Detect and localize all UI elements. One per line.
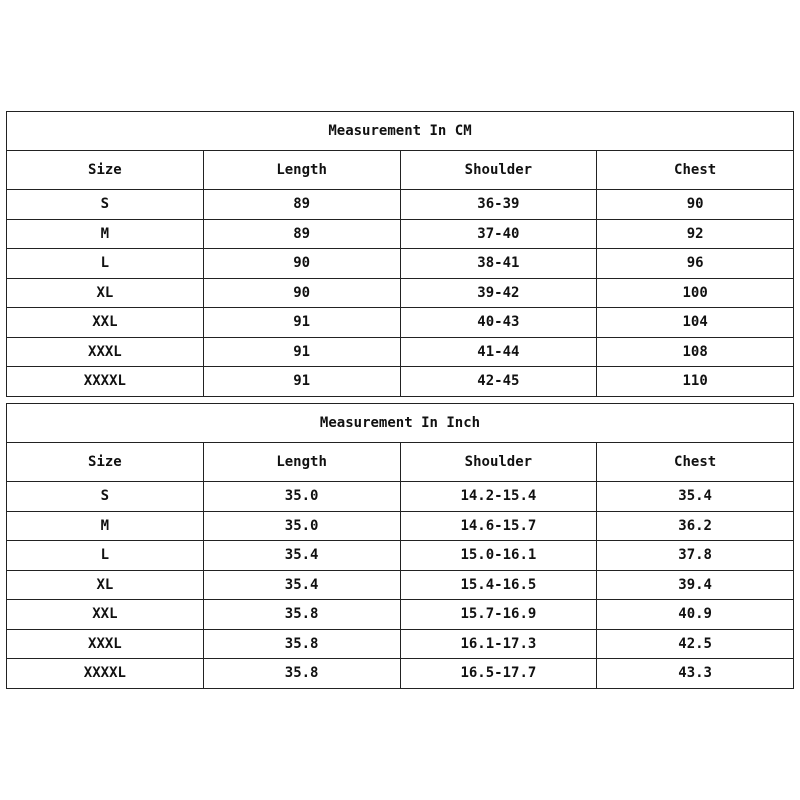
cell-shoulder: 16.5-17.7 bbox=[400, 659, 597, 689]
cell-chest: 43.3 bbox=[597, 659, 794, 689]
table-row bbox=[7, 482, 794, 512]
header-size: Size bbox=[7, 443, 204, 482]
cell-length: 35.4 bbox=[203, 541, 400, 571]
cell-shoulder: 16.1-17.3 bbox=[400, 629, 597, 659]
table-row bbox=[7, 570, 794, 600]
cell-length: 90 bbox=[203, 278, 400, 308]
cell-chest: 40.9 bbox=[597, 600, 794, 630]
table-title-row bbox=[7, 112, 794, 151]
cell-chest: 110 bbox=[597, 367, 794, 397]
cell-size: L bbox=[7, 541, 204, 571]
cell-chest: 100 bbox=[597, 278, 794, 308]
cell-size: XXXXL bbox=[7, 367, 204, 397]
cell-length: 91 bbox=[203, 308, 400, 338]
cell-shoulder: 41-44 bbox=[400, 337, 597, 367]
header-chest: Chest bbox=[597, 151, 794, 190]
cell-shoulder: 14.6-15.7 bbox=[400, 511, 597, 541]
table-row bbox=[7, 629, 794, 659]
cell-chest: 96 bbox=[597, 249, 794, 279]
cell-size: XXL bbox=[7, 600, 204, 630]
cell-size: L bbox=[7, 249, 204, 279]
cell-size: XXXL bbox=[7, 629, 204, 659]
cell-size: XL bbox=[7, 278, 204, 308]
cell-size: M bbox=[7, 219, 204, 249]
cell-chest: 42.5 bbox=[597, 629, 794, 659]
cell-shoulder: 40-43 bbox=[400, 308, 597, 338]
table-row bbox=[7, 337, 794, 367]
header-shoulder: Shoulder bbox=[400, 443, 597, 482]
cell-shoulder: 39-42 bbox=[400, 278, 597, 308]
header-shoulder: Shoulder bbox=[400, 151, 597, 190]
cell-chest: 36.2 bbox=[597, 511, 794, 541]
cell-length: 91 bbox=[203, 367, 400, 397]
cell-size: XL bbox=[7, 570, 204, 600]
cell-length: 89 bbox=[203, 190, 400, 220]
cell-length: 35.0 bbox=[203, 511, 400, 541]
table-row bbox=[7, 190, 794, 220]
cell-shoulder: 15.4-16.5 bbox=[400, 570, 597, 600]
cell-length: 35.8 bbox=[203, 659, 400, 689]
cell-shoulder: 36-39 bbox=[400, 190, 597, 220]
cell-shoulder: 15.7-16.9 bbox=[400, 600, 597, 630]
header-length: Length bbox=[203, 443, 400, 482]
header-chest: Chest bbox=[597, 443, 794, 482]
table-row bbox=[7, 541, 794, 571]
cell-shoulder: 15.0-16.1 bbox=[400, 541, 597, 571]
cell-length: 35.4 bbox=[203, 570, 400, 600]
cell-length: 90 bbox=[203, 249, 400, 279]
cell-chest: 37.8 bbox=[597, 541, 794, 571]
header-length: Length bbox=[203, 151, 400, 190]
cell-shoulder: 14.2-15.4 bbox=[400, 482, 597, 512]
header-size: Size bbox=[7, 151, 204, 190]
cell-shoulder: 37-40 bbox=[400, 219, 597, 249]
table-row bbox=[7, 278, 794, 308]
table-row bbox=[7, 219, 794, 249]
size-table-cm bbox=[6, 111, 794, 397]
cell-size: S bbox=[7, 190, 204, 220]
cell-chest: 39.4 bbox=[597, 570, 794, 600]
table-row bbox=[7, 367, 794, 397]
cell-chest: 35.4 bbox=[597, 482, 794, 512]
table-row bbox=[7, 249, 794, 279]
cell-length: 89 bbox=[203, 219, 400, 249]
cell-length: 35.8 bbox=[203, 629, 400, 659]
cell-size: XXXL bbox=[7, 337, 204, 367]
cell-chest: 104 bbox=[597, 308, 794, 338]
table-row bbox=[7, 659, 794, 689]
table-header-row bbox=[7, 151, 794, 190]
table-row bbox=[7, 308, 794, 338]
cell-chest: 92 bbox=[597, 219, 794, 249]
cell-length: 35.0 bbox=[203, 482, 400, 512]
cell-chest: 90 bbox=[597, 190, 794, 220]
cell-length: 35.8 bbox=[203, 600, 400, 630]
cell-size: S bbox=[7, 482, 204, 512]
table-title: Measurement In Inch bbox=[7, 404, 794, 443]
cell-length: 91 bbox=[203, 337, 400, 367]
cell-shoulder: 42-45 bbox=[400, 367, 597, 397]
cell-shoulder: 38-41 bbox=[400, 249, 597, 279]
size-table-inch bbox=[6, 403, 794, 689]
table-title-row bbox=[7, 404, 794, 443]
cell-size: M bbox=[7, 511, 204, 541]
cell-size: XXL bbox=[7, 308, 204, 338]
cell-chest: 108 bbox=[597, 337, 794, 367]
cell-size: XXXXL bbox=[7, 659, 204, 689]
table-title: Measurement In CM bbox=[7, 112, 794, 151]
table-row bbox=[7, 600, 794, 630]
table-header-row bbox=[7, 443, 794, 482]
table-row bbox=[7, 511, 794, 541]
